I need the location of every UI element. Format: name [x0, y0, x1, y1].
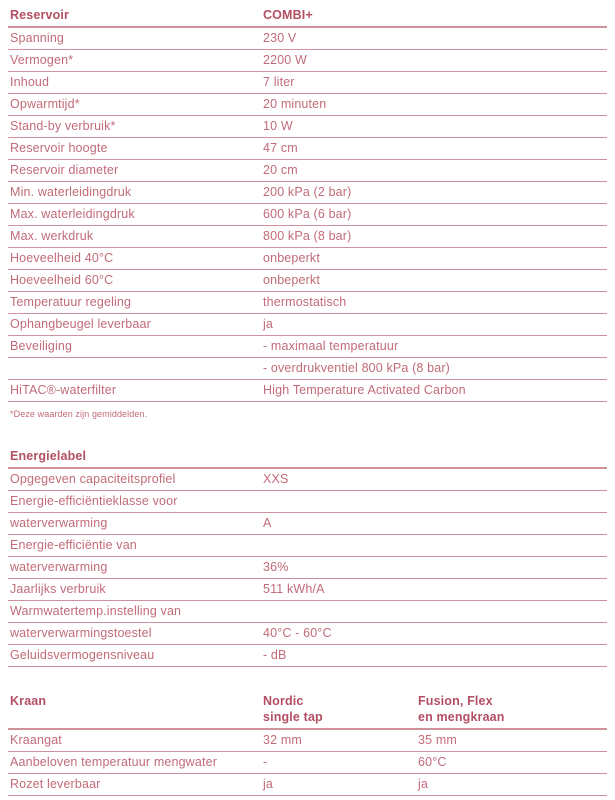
kraan-column-fusion: [418, 695, 607, 724]
table-row: [8, 557, 607, 579]
spec-label: Aanbeloven temperatuur mengwater: [10, 755, 218, 769]
table-row: [8, 182, 607, 204]
spec-value-fusion: ja: [418, 777, 429, 791]
spec-label: Hoeveelheid 40°C: [10, 251, 114, 265]
spec-label: Geluidsvermogensniveau: [10, 648, 155, 662]
spec-label: Beveiliging: [10, 339, 73, 353]
spec-label: Jaarlijks verbruik: [10, 582, 106, 596]
spec-label: Spanning: [10, 31, 65, 45]
spec-value: 7 liter: [263, 75, 295, 89]
spec-label: waterverwarming: [10, 560, 108, 574]
spec-value: - maximaal temperatuur: [263, 339, 399, 353]
table-row: [8, 248, 607, 270]
spec-label: Max. werkdruk: [10, 229, 94, 243]
spec-value: - overdrukventiel 800 kPa (8 bar): [263, 361, 450, 375]
table-row: [8, 469, 607, 491]
table-row: [8, 292, 607, 314]
table-row: [8, 380, 607, 402]
spec-label: Hoeveelheid 60°C: [10, 273, 114, 287]
spec-label: waterverwarming: [10, 516, 108, 530]
spec-value: - dB: [263, 648, 287, 662]
kraan-table-body: [8, 730, 607, 796]
spec-label: waterverwarmingstoestel: [10, 626, 152, 640]
spec-value: 47 cm: [263, 141, 298, 155]
spec-value-nordic: -: [263, 755, 268, 769]
spec-label: Reservoir hoogte: [10, 141, 108, 155]
spec-label: Rozet leverbaar: [10, 777, 101, 791]
table-row: [8, 491, 607, 513]
table-row: [8, 138, 607, 160]
spec-value: 200 kPa (2 bar): [263, 185, 352, 199]
spec-label: Inhoud: [10, 75, 50, 89]
table-row: [8, 601, 607, 623]
spec-value: 20 cm: [263, 163, 298, 177]
energy-label-section: [8, 446, 607, 667]
table-row: [8, 645, 607, 667]
table-row: [8, 579, 607, 601]
spec-value: High Temperature Activated Carbon: [263, 383, 466, 397]
spec-value: 20 minuten: [263, 97, 327, 111]
reservoir-section: [8, 5, 607, 419]
table-row: [8, 28, 607, 50]
spec-value-fusion: 35 mm: [418, 733, 457, 747]
kraan-column-nordic-line1: Nordic: [263, 694, 304, 708]
energy-table-header: [8, 446, 607, 469]
spec-label: Reservoir diameter: [10, 163, 119, 177]
table-row: [8, 50, 607, 72]
energy-table-title: Energielabel: [10, 449, 87, 463]
spec-value-fusion: 60°C: [418, 755, 447, 769]
kraan-column-fusion-line2: en mengkraan: [418, 710, 505, 724]
spec-value: onbeperkt: [263, 273, 320, 287]
spec-value-nordic: 32 mm: [263, 733, 302, 747]
spec-value: 36%: [263, 560, 289, 574]
spec-label: Ophangbeugel leverbaar: [10, 317, 151, 331]
kraan-column-fusion-line1: Fusion, Flex: [418, 694, 493, 708]
spec-value: thermostatisch: [263, 295, 347, 309]
spec-label: Vermogen*: [10, 53, 74, 67]
spec-label: Opgegeven capaciteitsprofiel: [10, 472, 176, 486]
kraan-table-title: Kraan: [10, 694, 47, 708]
table-row: [8, 513, 607, 535]
table-row: [8, 160, 607, 182]
table-row: [8, 774, 607, 796]
reservoir-table-title: Reservoir: [10, 8, 70, 22]
spec-label: Energie-efficiëntieklasse voor: [10, 494, 178, 508]
spec-value: onbeperkt: [263, 251, 320, 265]
spec-label: Stand-by verbruik*: [10, 119, 116, 133]
spec-value: 10 W: [263, 119, 293, 133]
kraan-column-nordic-line2: single tap: [263, 710, 323, 724]
table-row: [8, 270, 607, 292]
spec-label: Kraangat: [10, 733, 62, 747]
spec-label: Energie-efficiëntie van: [10, 538, 137, 552]
kraan-section: [8, 691, 607, 796]
spec-value: 800 kPa (8 bar): [263, 229, 352, 243]
spec-value: 2200 W: [263, 53, 307, 67]
spec-label: Min. waterleidingdruk: [10, 185, 132, 199]
spec-label: Opwarmtijd*: [10, 97, 80, 111]
table-row: [8, 336, 607, 358]
kraan-table-header: [8, 691, 607, 730]
reservoir-table-header: [8, 5, 607, 28]
table-row: [8, 358, 607, 380]
table-row: [8, 730, 607, 752]
kraan-column-nordic: [263, 695, 418, 724]
spec-label: Warmwatertemp.instelling van: [10, 604, 182, 618]
table-row: [8, 116, 607, 138]
energy-table-body: [8, 469, 607, 667]
spec-value: 600 kPa (6 bar): [263, 207, 352, 221]
table-row: [8, 535, 607, 557]
reservoir-table-body: [8, 28, 607, 402]
spec-label: HiTAC®-waterfilter: [10, 383, 117, 397]
spec-value: 511 kWh/A: [263, 582, 325, 596]
table-row: [8, 226, 607, 248]
table-row: [8, 623, 607, 645]
spec-value: 230 V: [263, 31, 297, 45]
spec-value: A: [263, 516, 272, 530]
spec-value: ja: [263, 317, 274, 331]
table-row: [8, 94, 607, 116]
table-row: [8, 72, 607, 94]
reservoir-table-product-name: COMBI+: [263, 8, 313, 22]
spec-label: Max. waterleidingdruk: [10, 207, 135, 221]
spec-label: Temperatuur regeling: [10, 295, 132, 309]
spec-value-nordic: ja: [263, 777, 274, 791]
footnote: *Deze waarden zijn gemiddelden.: [10, 409, 148, 419]
table-row: [8, 752, 607, 774]
spec-value: 40°C - 60°C: [263, 626, 332, 640]
spec-value: XXS: [263, 472, 289, 486]
table-row: [8, 314, 607, 336]
table-row: [8, 204, 607, 226]
